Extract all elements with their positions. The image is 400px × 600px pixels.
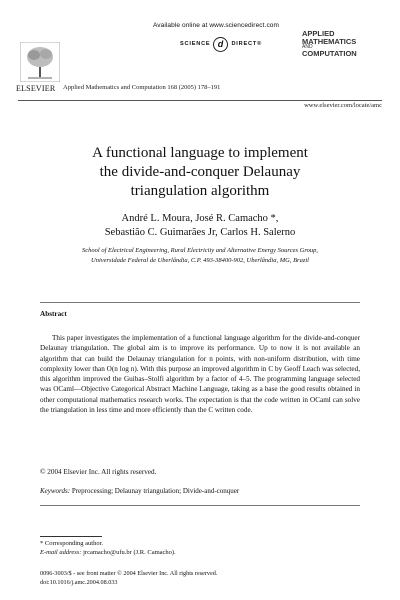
footnote: [40, 539, 360, 557]
abstract-copyright: © 2004 Elsevier Inc. All rights reserved.: [40, 468, 157, 476]
available-online-text: Available online at www.sciencedirect.com: [152, 22, 280, 29]
keywords-label: Keywords:: [40, 487, 71, 495]
sciencedirect-circle-icon: d: [213, 37, 228, 52]
journal-citation: Applied Mathematics and Computation 168 (2005) 178–191: [63, 84, 221, 91]
journal-logo-line2: MATHEMATICS: [302, 36, 357, 46]
sciencedirect-logo: [151, 36, 291, 52]
abstract-bottom-divider: [40, 505, 360, 506]
affiliation-line: Universidade Federal de Uberlândia, C.P. 493-38400-902, Uberlândia, MG, Brazil: [91, 257, 309, 264]
elsevier-tree-logo-icon: [20, 42, 60, 82]
journal-logo-line1: APPLIED: [302, 29, 335, 38]
email-line: [40, 548, 360, 557]
author-list: [40, 212, 360, 240]
abstract-top-divider: [40, 302, 360, 303]
publisher-name: ELSEVIER: [16, 84, 56, 93]
keywords: [40, 487, 239, 495]
corresponding-author-note: * Corresponding author.: [40, 540, 104, 547]
journal-logo-line4: COMPUTATION: [302, 49, 357, 58]
article-title: [40, 144, 360, 201]
email-value[interactable]: jrcamacho@ufu.br (J.R. Camacho).: [83, 549, 176, 556]
front-matter: [40, 570, 360, 587]
title-line: the divide-and-conquer Delaunay: [99, 164, 301, 180]
header-divider: [18, 100, 382, 101]
abstract-heading: Abstract: [40, 310, 67, 318]
title-line: triangulation algorithm: [130, 183, 270, 199]
journal-header: [16, 14, 384, 110]
affiliation-line: School of Electrical Engineering, Rural Electricity and Alternative Energy Sources Group,: [82, 247, 318, 254]
sciencedirect-left: SCIENCE: [179, 41, 211, 47]
abstract-body: This paper investigates the implementation of a functional language algorithm for the divide-and-conquer Delaunay triangulation. The global aim is to improve its performance. Up to now it is not available an algorithm that can build the Delaunay triangulation for n points, with non-uniform distribution, with time complexity lower than O(n log n). With this purpose an improved algorithm in C by Geoff Leach was selected, this algorithm improved the Guibas–Stolfi algorithm by a factor of 4–5. The programming language selected was OCaml—Objective Categorical Abstract Machine Language, taking as a base the good results obtained in other computational mathematics research works. The expectation is that the code written in OCaml can solve the triangulation in less time and more efficiently than the C written code.: [40, 334, 360, 415]
doi-line[interactable]: doi:10.1016/j.amc.2004.08.033: [40, 578, 118, 586]
sciencedirect-right: DIRECT®: [231, 41, 262, 47]
journal-logo: [302, 30, 382, 58]
footnote-divider: [40, 536, 102, 537]
journal-logo-line3: AND: [302, 44, 313, 50]
title-line: A functional language to implement: [92, 145, 308, 161]
authors-line: André L. Moura, José R. Camacho *,: [121, 213, 279, 224]
authors-line: Sebastião C. Guimarães Jr, Carlos H. Salerno: [104, 227, 296, 238]
email-label: E-mail address:: [40, 549, 82, 556]
author-affiliation: [40, 246, 360, 266]
front-matter-line: 0096-3003/$ - see front matter © 2004 Elsevier Inc. All rights reserved.: [40, 570, 218, 577]
keywords-text: Preprocessing; Delaunay triangulation; Divide-and-conquer: [71, 487, 240, 495]
journal-url[interactable]: www.elsevier.com/locate/amc: [304, 102, 382, 109]
